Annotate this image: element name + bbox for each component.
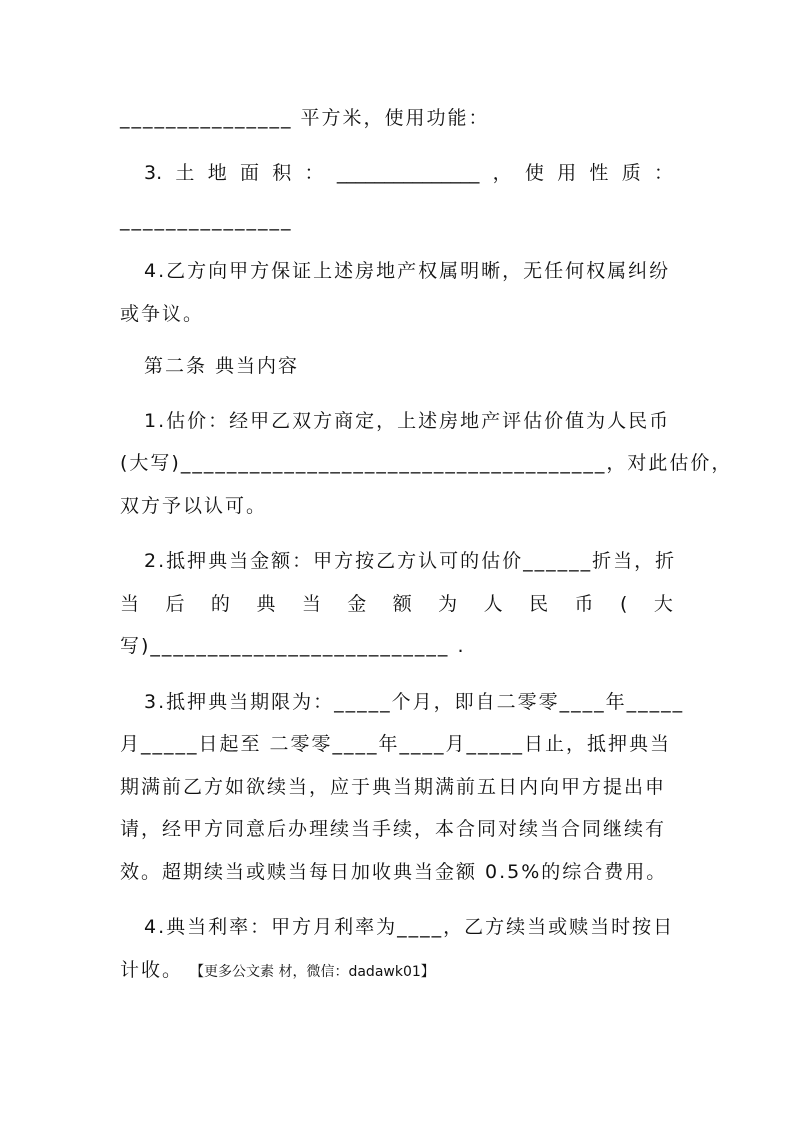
blank-field: _______________ xyxy=(336,162,480,184)
promo-note: 【更多公文素 材，微信：dadawk01】 xyxy=(197,964,435,980)
text-segment: ： xyxy=(304,162,324,184)
text-segment: 金 xyxy=(347,593,367,615)
text-segment: 民 xyxy=(529,593,549,615)
text-segment: 地 xyxy=(207,162,227,184)
text-line: 双方予以认可。 xyxy=(120,495,268,517)
text-segment: 的 xyxy=(210,593,230,615)
text-line: 请，经甲方同意后办理续当手续，本合同对续当合同继续有 xyxy=(120,818,667,840)
text-line: 2.抵押典当金额：甲方按乙方认可的估价______折当，折 xyxy=(144,550,677,572)
text-line: 月_____日起至 二零零____年____月_____日止，抵押典当 xyxy=(120,733,672,755)
text-segment: 典 xyxy=(256,593,276,615)
text-segment: ， xyxy=(492,162,512,184)
text-line: 1.估价：经甲乙双方商定，上述房地产评估价值为人民币 xyxy=(144,410,671,432)
text-line: 或争议。 xyxy=(120,303,205,325)
text-segment: 额 xyxy=(392,593,412,615)
text-segment: 当 xyxy=(120,593,140,615)
text-segment: ： xyxy=(653,162,673,184)
text-segment: 土 xyxy=(175,162,195,184)
text-segment: 3. xyxy=(144,162,163,184)
spaced-text-line xyxy=(120,586,673,622)
text-line: 4.乙方向甲方保证上述房地产权属明晰，无任何权属纠纷 xyxy=(144,260,671,282)
text-line: 写)__________________________ . xyxy=(120,635,466,657)
text-segment: 为 xyxy=(438,593,458,615)
section-heading: 第二条 典当内容 xyxy=(144,355,300,377)
text-line: 效。超期续当或赎当每日加收典当金额 0.5%的综合费用。 xyxy=(120,861,668,883)
text-segment: 面 xyxy=(239,162,259,184)
text-segment: 后 xyxy=(165,593,185,615)
text-segment: ( xyxy=(619,593,628,615)
text-segment: 大 xyxy=(653,593,673,615)
text-segment: 当 xyxy=(301,593,321,615)
text-segment: 人 xyxy=(483,593,503,615)
text-line: 3.抵押典当期限为：_____个月，即自二零零____年_____ xyxy=(144,691,685,713)
land-area-line xyxy=(144,155,673,191)
text-line: _______________ 平方米，使用功能： xyxy=(120,107,490,129)
text-line: 4.典当利率：甲方月利率为____，乙方续当或赎当时按日 xyxy=(144,916,675,938)
text-segment: 用 xyxy=(557,162,577,184)
text-line: (大写)_____________________________________，对此估价， xyxy=(120,452,733,474)
text-segment: 积 xyxy=(272,162,292,184)
blank-field: _______________ xyxy=(120,209,293,231)
text-segment: 质 xyxy=(621,162,641,184)
text-line xyxy=(120,952,673,988)
text-segment: 计收。 xyxy=(120,959,184,981)
text-segment: 性 xyxy=(589,162,609,184)
text-segment: 币 xyxy=(574,593,594,615)
text-segment: 使 xyxy=(524,162,544,184)
text-line: 期满前乙方如欲续当，应于典当期满前五日内向甲方提出申 xyxy=(120,776,667,798)
